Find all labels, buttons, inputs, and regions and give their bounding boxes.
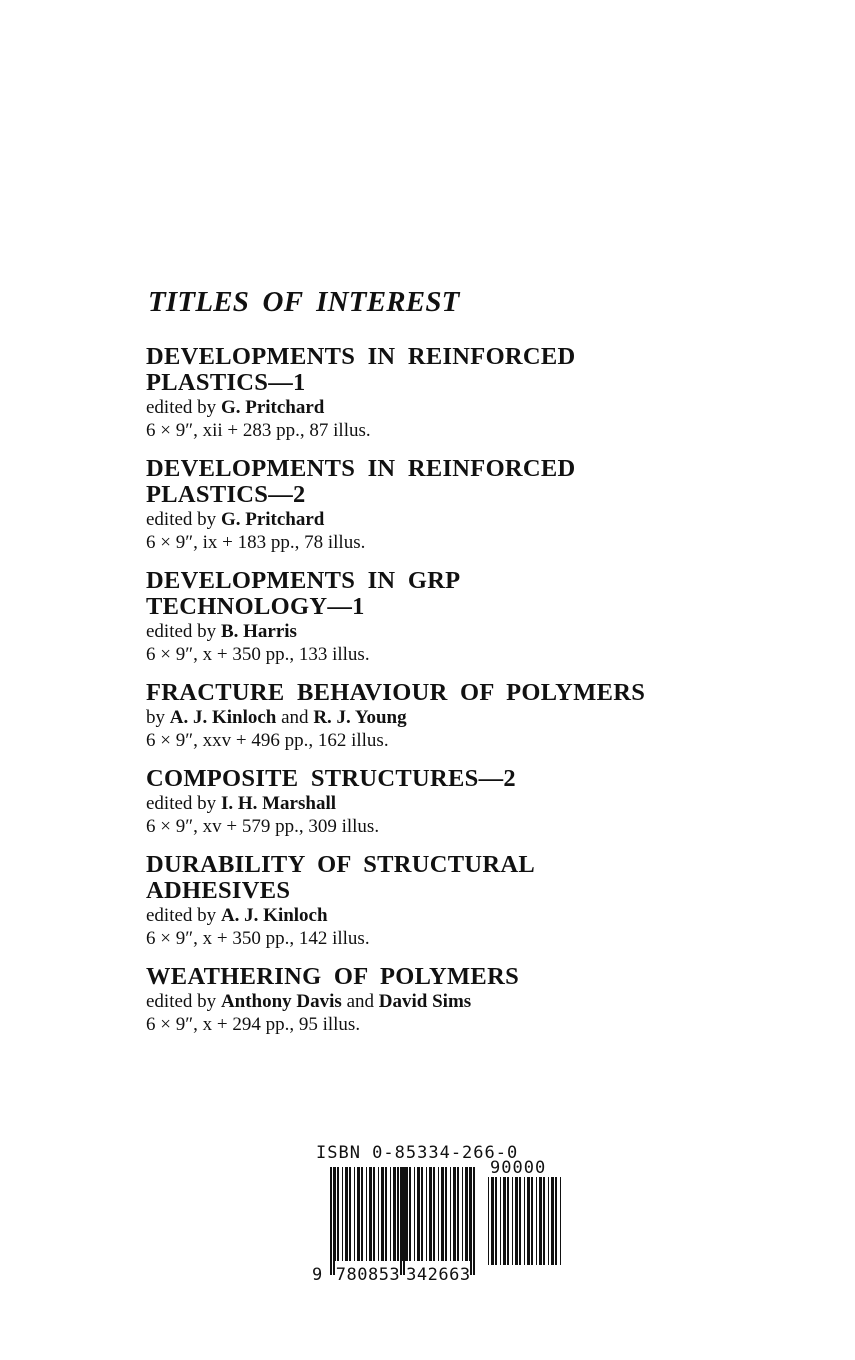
title-entry xyxy=(146,964,746,1036)
book-specs: 6 × 9″, xv + 579 pp., 309 illus. xyxy=(146,816,380,837)
book-specs: 6 × 9″, xii + 283 pp., 87 illus. xyxy=(146,420,371,441)
byline-prefix: edited by xyxy=(146,509,217,530)
barcode-bar xyxy=(500,1177,501,1265)
barcode-bar xyxy=(457,1167,459,1261)
barcode-bar xyxy=(342,1167,343,1261)
book-specs: 6 × 9″, x + 294 pp., 95 illus. xyxy=(146,1014,361,1035)
barcode-bar xyxy=(337,1167,339,1261)
ean-prefix: 9 xyxy=(312,1265,323,1285)
book-specs: 6 × 9″, x + 350 pp., 142 illus. xyxy=(146,928,370,949)
barcode-bar xyxy=(515,1177,518,1265)
barcode-bar xyxy=(369,1167,372,1261)
barcode-bar xyxy=(354,1167,355,1261)
author-name: B. Harris xyxy=(220,621,297,642)
author-name: David Sims xyxy=(378,991,472,1012)
barcode-bar xyxy=(438,1167,439,1261)
ean-left: 780853 xyxy=(335,1265,401,1285)
price-code: 90000 xyxy=(490,1158,547,1178)
book-specs: 6 × 9″, xxv + 496 pp., 162 illus. xyxy=(146,730,389,751)
isbn-barcode xyxy=(312,1143,572,1293)
book-title-line: WEATHERING OF POLYMERS xyxy=(146,963,519,990)
author-name: G. Pritchard xyxy=(220,509,325,530)
byline xyxy=(146,396,746,419)
book-title-line: DEVELOPMENTS IN GRP xyxy=(146,567,461,594)
byline-prefix: edited by xyxy=(146,397,217,418)
title-entry xyxy=(146,680,746,752)
barcode-bar xyxy=(488,1177,489,1265)
barcode-bar xyxy=(555,1177,557,1265)
barcode-bar xyxy=(405,1167,408,1261)
book-title-line: DEVELOPMENTS IN REINFORCED xyxy=(146,343,576,370)
author-name: I. H. Marshall xyxy=(220,793,336,814)
barcode-bar xyxy=(543,1177,545,1265)
barcode-bar xyxy=(414,1167,415,1261)
barcode-bar xyxy=(512,1177,513,1265)
ean-digits xyxy=(312,1265,471,1285)
barcode-bar xyxy=(531,1177,533,1265)
barcode-bar xyxy=(445,1167,447,1261)
barcode-guard-bar xyxy=(400,1167,402,1275)
barcode-bar xyxy=(381,1167,384,1261)
book-specs: 6 × 9″, x + 350 pp., 133 illus. xyxy=(146,644,370,665)
page-heading: TITLES OF INTEREST xyxy=(148,286,460,318)
barcode-bar xyxy=(417,1167,420,1261)
barcode-bar xyxy=(349,1167,351,1261)
book-specs: 6 × 9″, ix + 183 pp., 78 illus. xyxy=(146,532,366,553)
ean-right: 342663 xyxy=(406,1265,471,1285)
barcode-bar xyxy=(495,1177,497,1265)
author-name: R. J. Young xyxy=(313,707,407,728)
barcode-bar xyxy=(450,1167,451,1261)
barcode-bar xyxy=(426,1167,427,1261)
barcode-bar xyxy=(503,1177,506,1265)
barcode-bar xyxy=(366,1167,367,1261)
barcode-bar xyxy=(397,1167,399,1261)
barcode-bar xyxy=(462,1167,463,1261)
barcode-bar xyxy=(357,1167,360,1261)
book-title-line: DEVELOPMENTS IN REINFORCED xyxy=(146,455,576,482)
barcode-bar xyxy=(390,1167,391,1261)
barcode-bar xyxy=(527,1177,530,1265)
barcode-bar xyxy=(519,1177,521,1265)
barcode-bar xyxy=(409,1167,411,1261)
author-name: Anthony Davis xyxy=(220,991,342,1012)
barcode-guard-bar xyxy=(403,1167,405,1275)
barcode-bar xyxy=(491,1177,494,1265)
byline xyxy=(146,508,746,531)
byline xyxy=(146,904,746,927)
author-name: A. J. Kinloch xyxy=(169,707,277,728)
byline xyxy=(146,990,746,1013)
byline xyxy=(146,620,746,643)
barcode-bar xyxy=(441,1167,444,1261)
book-title-line: PLASTICS—2 xyxy=(146,481,306,508)
barcode-guard-bar xyxy=(470,1167,472,1275)
byline xyxy=(146,792,746,815)
isbn-label: ISBN 0-85334-266-0 xyxy=(316,1143,519,1163)
barcode-guard-bar xyxy=(473,1167,475,1275)
book-title-line: DURABILITY OF STRUCTURAL xyxy=(146,851,536,878)
barcode-bar xyxy=(373,1167,375,1261)
barcode-guard-bar xyxy=(330,1167,332,1275)
barcode-bar xyxy=(548,1177,549,1265)
byline-prefix: by xyxy=(146,707,165,728)
byline xyxy=(146,706,746,729)
title-entry xyxy=(146,852,746,950)
barcode-bar xyxy=(433,1167,435,1261)
byline-joiner: and xyxy=(346,991,375,1012)
barcode-bar xyxy=(385,1167,387,1261)
byline-prefix: edited by xyxy=(146,621,217,642)
barcode-bar xyxy=(560,1177,561,1265)
barcode-bar xyxy=(465,1167,468,1261)
title-entry xyxy=(146,344,746,442)
barcode-bar xyxy=(507,1177,509,1265)
barcode-bar xyxy=(421,1167,423,1261)
barcode-bar xyxy=(524,1177,525,1265)
barcode-bar xyxy=(402,1167,403,1261)
barcode-bar xyxy=(345,1167,348,1261)
book-title-line: ADHESIVES xyxy=(146,877,291,904)
byline-prefix: edited by xyxy=(146,905,217,926)
author-name: G. Pritchard xyxy=(220,397,325,418)
barcode-bar xyxy=(429,1167,432,1261)
book-title-line: COMPOSITE STRUCTURES—2 xyxy=(146,765,516,792)
barcode-guard-bar xyxy=(333,1167,335,1275)
book-title-line: FRACTURE BEHAVIOUR OF POLYMERS xyxy=(146,679,646,706)
title-entry xyxy=(146,568,746,666)
book-title-line: TECHNOLOGY—1 xyxy=(146,593,365,620)
barcode-bar xyxy=(393,1167,396,1261)
titles-list xyxy=(146,344,746,1050)
title-entry xyxy=(146,766,746,838)
barcode-bar xyxy=(539,1177,542,1265)
book-title-line: PLASTICS—1 xyxy=(146,369,306,396)
byline-prefix: edited by xyxy=(146,793,217,814)
byline-joiner: and xyxy=(281,707,309,728)
barcode-bar xyxy=(453,1167,456,1261)
byline-prefix: edited by xyxy=(146,991,217,1012)
barcode-bar xyxy=(551,1177,554,1265)
barcode-bar xyxy=(361,1167,363,1261)
title-entry xyxy=(146,456,746,554)
barcode-bar xyxy=(536,1177,537,1265)
author-name: A. J. Kinloch xyxy=(220,905,328,926)
barcode-bar xyxy=(378,1167,379,1261)
